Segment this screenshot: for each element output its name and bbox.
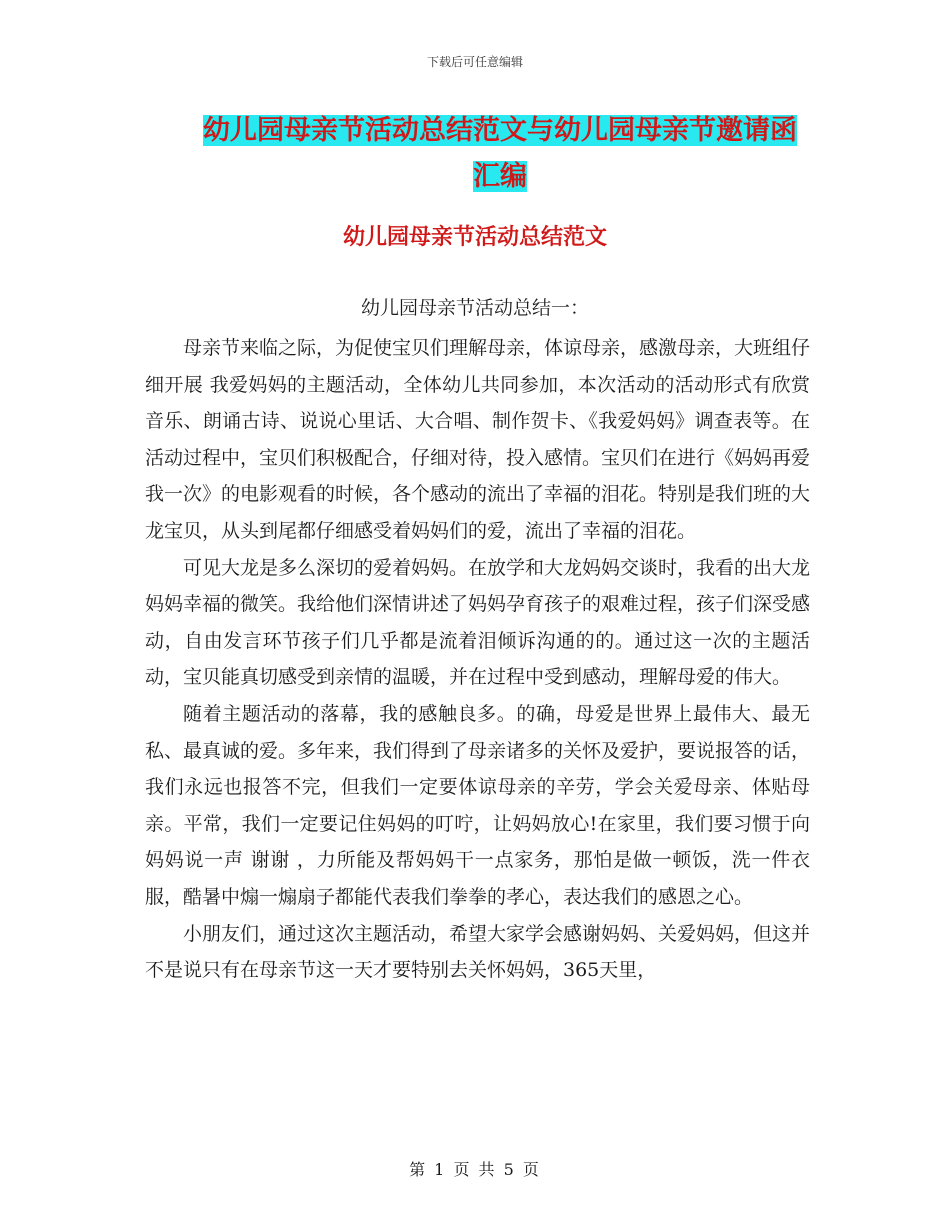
paragraph: 母亲节来临之际，为促使宝贝们理解母亲，体谅母亲，感激母亲，大班组仔细开展 我爱妈妈的主题活动，全体幼儿共同参加，本次活动的活动形式有欣赏音乐、朗诵古诗、说说心里话、大合唱、制作贺卡、《我爱妈妈》调查表等。在活动过程中，宝贝们积极配合，仔细对待，投入感情。宝贝们在进行《妈妈再爱我一次》的电影观看的时候，各个感动的流出了幸福的泪花。特别是我们班的大龙宝贝，从头到尾都仔细感受着妈妈们的爱，流出了幸福的泪花。 <box>145 337 811 542</box>
paragraph: 小朋友们，通过这次主题活动，希望大家学会感谢妈妈、关爱妈妈，但这并不是说只有在母亲节这一天才要特别去关怀妈妈，365天里， <box>145 922 811 982</box>
paragraph: 可见大龙是多么深切的爱着妈妈。在放学和大龙妈妈交谈时，我看的出大龙妈妈幸福的微笑。我给他们深情讲述了妈妈孕育孩子的艰难过程，孩子们深受感动，自由发言环节孩子们几乎都是流着泪倾诉沟通的的。通过这一次的主题活动，宝贝能真切感受到亲情的温暖，并在过程中受到感动，理解母爱的伟大。 <box>145 556 811 689</box>
paragraph: 随着主题活动的落幕，我的感触良多。的确，母爱是世界上最伟大、最无私、最真诚的爱。多年来，我们得到了母亲诸多的关怀及爱护，要说报答的话，我们永远也报答不完，但我们一定要体谅母亲的辛劳，学会关爱母亲、体贴母亲。平常，我们一定要记住妈妈的叮咛，让妈妈放心!在家里，我们要习惯于向妈妈说一声 谢谢 ，力所能及帮妈妈干一点家务，那怕是做一顿饭，洗一件衣服，酷暑中煽一煽扇子都能代表我们拳拳的孝心，表达我们的感恩之心。 <box>145 702 811 908</box>
page-number: 第 1 页 共 5 页 <box>409 1160 541 1179</box>
subheading: 幼儿园母亲节活动总结一： <box>360 297 589 319</box>
document-title-text: 幼儿园母亲节活动总结范文与幼儿园母亲节邀请函汇编 <box>203 115 797 192</box>
header-note: 下载后可任意编辑 <box>426 55 523 69</box>
section-title: 幼儿园母亲节活动总结范文 <box>342 224 607 250</box>
body-text <box>145 330 810 989</box>
document-title <box>190 108 810 200</box>
